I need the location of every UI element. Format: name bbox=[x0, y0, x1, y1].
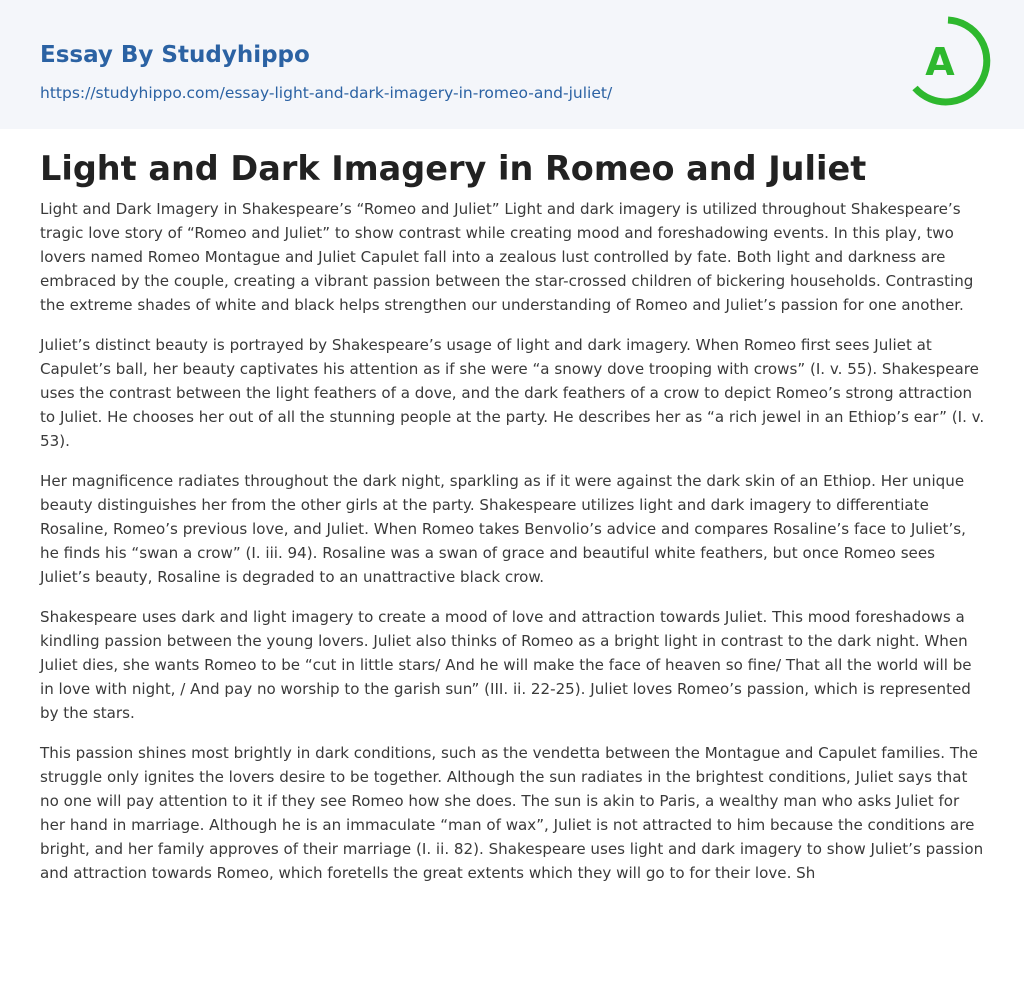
article-title: Light and Dark Imagery in Romeo and Juliet bbox=[40, 149, 867, 188]
studyhippo-logo-icon bbox=[904, 14, 992, 112]
brand-title: Essay By Studyhippo bbox=[40, 42, 310, 68]
article bbox=[0, 148, 1024, 885]
article-paragraph: Light and Dark Imagery in Shakespeare’s “Romeo and Juliet” Light and dark imagery is utilized throughout Shakespeare’s tragic love story of “Romeo and Juliet” to show contrast while creating mood and foreshadowing events. In this play, two lovers named Romeo Montague and Juliet Capulet fall into a zealous lust controlled by fate. Both light and darkness are embraced by the couple, creating a vibrant passion between the star-crossed children of bickering households. Contrasting the extreme shades of white and black helps strengthen our understanding of Romeo and Juliet’s passion for one another. bbox=[40, 200, 974, 314]
page-header bbox=[0, 0, 1024, 129]
source-url-link[interactable]: https://studyhippo.com/essay-light-and-dark-imagery-in-romeo-and-juliet/ bbox=[40, 84, 613, 102]
article-paragraph: Juliet’s distinct beauty is portrayed by Shakespeare’s usage of light and dark imagery. When Romeo first sees Juliet at Capulet’s ball, her beauty captivates his attention as if she were “a snowy dove trooping with crows” (I. v. 55). Shakespeare uses the contrast between the light feathers of a dove, and the dark feathers of a crow to depict Romeo’s strong attraction to Juliet. He chooses her out of all the stunning people at the party. He describes her as “a rich jewel in an Ethiop’s ear” (I. v. 53). bbox=[40, 336, 985, 450]
logo-letter: A bbox=[925, 40, 955, 84]
article-paragraph: Shakespeare uses dark and light imagery to create a mood of love and attraction towards Juliet. This mood foreshadows a kindling passion between the young lovers. Juliet also thinks of Romeo as a bright light in contrast to the dark night. When Juliet dies, she wants Romeo to be “cut in little stars/ And he will make the face of heaven so fine/ That all the world will be in love with night, / And pay no worship to the garish sun” (III. ii. 22-25). Juliet loves Romeo’s passion, which is represented by the stars. bbox=[40, 608, 972, 722]
article-paragraph: Her magnificence radiates throughout the dark night, sparkling as if it were against the dark skin of an Ethiop. Her unique beauty distinguishes her from the other girls at the party. Shakespeare utilizes light and dark imagery to differentiate Rosaline, Romeo’s previous love, and Juliet. When Romeo takes Benvolio’s advice and compares Rosaline’s face to Juliet’s, he finds his “swan a crow” (I. iii. 94). Rosaline was a swan of grace and beautiful white feathers, but once Romeo sees Juliet’s beauty, Rosaline is degraded to an unattractive black crow. bbox=[40, 472, 966, 586]
article-paragraph: This passion shines most brightly in dark conditions, such as the vendetta between the Montague and Capulet families. The struggle only ignites the lovers desire to be together. Although the sun radiates in the brightest conditions, Juliet says that no one will pay attention to it if they see Romeo how she does. The sun is akin to Paris, a wealthy man who asks Juliet for her hand in marriage. Although he is an immaculate “man of wax”, Juliet is not attracted to him because the conditions are bright, and her family approves of their marriage (I. ii. 82). Shakespeare uses light and dark imagery to show Juliet’s passion and attraction towards Romeo, which foretells the great extents which they will go to for their love. Sh bbox=[40, 744, 984, 882]
